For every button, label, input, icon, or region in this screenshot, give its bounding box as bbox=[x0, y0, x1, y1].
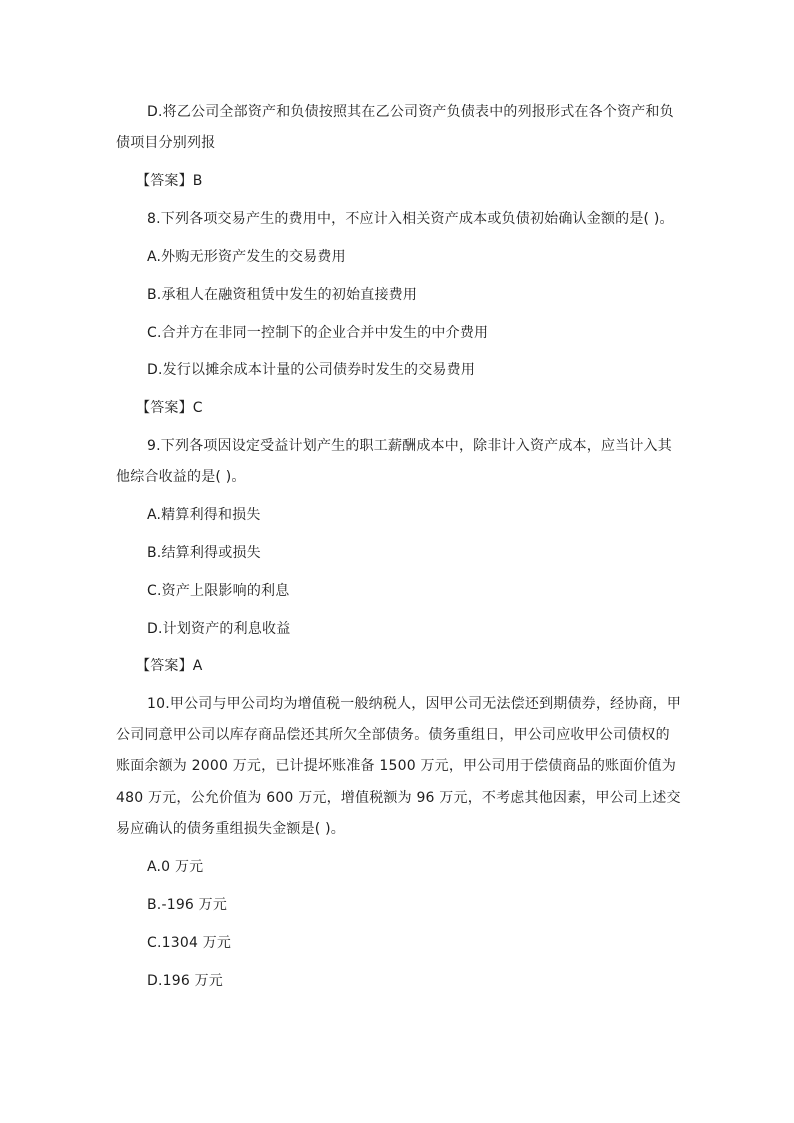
q10-stem-line2: 公司同意甲公司以库存商品偿还其所欠全部债务。债务重组日，甲公司应收甲公司债权的 bbox=[116, 727, 670, 743]
q9-stem-line1: 9.下列各项因设定受益计划产生的职工薪酬成本中，除非计入资产成本，应当计入其 bbox=[147, 438, 672, 454]
q7-option-d-line1: D.将乙公司全部资产和负债按照其在乙公司资产负债表中的列报形式在各个资产和负 bbox=[147, 104, 674, 120]
q10-stem-line1: 10.甲公司与甲公司均为增值税一般纳税人，因甲公司无法偿还到期债券，经协商，甲 bbox=[147, 696, 682, 712]
q8-stem: 8.下列各项交易产生的费用中，不应计入相关资产成本或负债初始确认金额的是( )。 bbox=[147, 211, 674, 227]
q10-option-c: C.1304 万元 bbox=[147, 935, 232, 951]
q8-answer: 【答案】C bbox=[136, 400, 203, 416]
q10-option-d: D.196 万元 bbox=[147, 973, 224, 989]
q7-option-d-line2: 债项目分别列报 bbox=[116, 135, 216, 151]
q8-option-a: A.外购无形资产发生的交易费用 bbox=[147, 249, 346, 265]
q9-option-a: A.精算利得和损失 bbox=[147, 507, 261, 523]
q10-option-b: B.-196 万元 bbox=[147, 897, 228, 913]
q9-answer: 【答案】A bbox=[136, 658, 203, 674]
q10-stem-line3: 账面余额为 2000 万元，已计提坏账准备 1500 万元，甲公司用于偿债商品的账面价值为 bbox=[116, 758, 677, 774]
q9-option-c: C.资产上限影响的利息 bbox=[147, 583, 290, 599]
q9-stem-line2: 他综合收益的是( )。 bbox=[116, 469, 246, 485]
q8-option-c: C.合并方在非同一控制下的企业合并中发生的中介费用 bbox=[147, 325, 489, 341]
q7-answer: 【答案】B bbox=[136, 173, 203, 189]
q9-option-d: D.计划资产的利息收益 bbox=[147, 621, 291, 637]
q10-option-a: A.0 万元 bbox=[147, 859, 204, 875]
q10-stem-line4: 480 万元，公允价值为 600 万元，增值税额为 96 万元，不考虑其他因素，甲公司上述交 bbox=[116, 790, 681, 806]
q8-option-d: D.发行以摊余成本计量的公司债券时发生的交易费用 bbox=[147, 362, 476, 378]
q9-option-b: B.结算利得或损失 bbox=[147, 545, 261, 561]
q8-option-b: B.承租人在融资租赁中发生的初始直接费用 bbox=[147, 287, 418, 303]
q10-stem-line5: 易应确认的债务重组损失金额是( )。 bbox=[116, 821, 345, 837]
